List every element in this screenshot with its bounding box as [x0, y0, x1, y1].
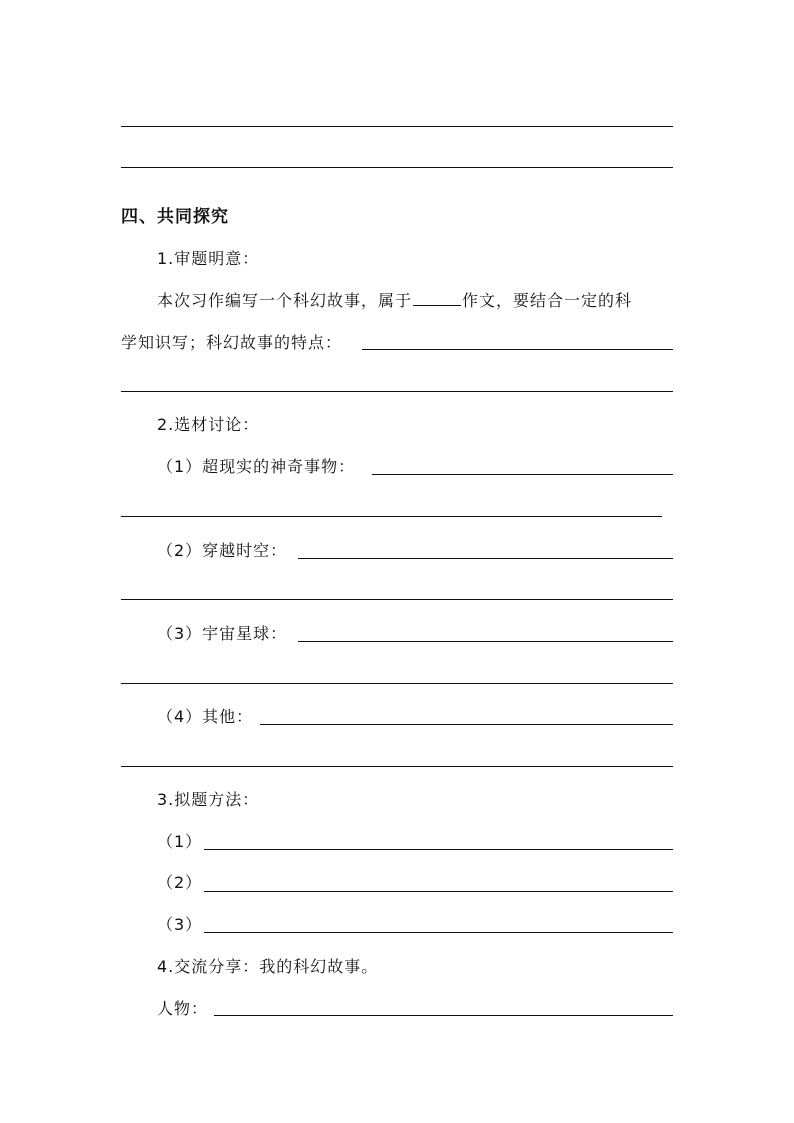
- answer-line[interactable]: [204, 849, 673, 850]
- q2-item-2: （2）穿越时空：: [157, 541, 288, 560]
- character-label: 人物：: [157, 999, 209, 1018]
- answer-line[interactable]: [204, 891, 673, 892]
- q1-line2: 学知识写；科幻故事的特点：: [121, 333, 343, 352]
- q1-line1-after: 作文，要结合一定的科: [462, 291, 633, 310]
- answer-line[interactable]: [121, 599, 673, 600]
- answer-line[interactable]: [204, 932, 673, 933]
- q1-line1-before: 本次习作编写一个科幻故事，属于: [157, 291, 413, 310]
- answer-line[interactable]: [372, 474, 673, 475]
- q4-title: 4.交流分享：我的科幻故事。: [157, 957, 379, 976]
- answer-line[interactable]: [121, 391, 673, 392]
- q1-title: 1.审题明意：: [157, 249, 260, 268]
- answer-line[interactable]: [260, 724, 673, 725]
- answer-line[interactable]: [121, 167, 673, 168]
- answer-line[interactable]: [121, 516, 662, 517]
- q2-title: 2.选材讨论：: [157, 415, 260, 434]
- answer-line[interactable]: [121, 683, 673, 684]
- section-title: 四、共同探究: [121, 207, 229, 227]
- q2-item-4: （4）其他：: [157, 707, 254, 726]
- answer-line[interactable]: [121, 126, 673, 127]
- answer-line[interactable]: [121, 766, 673, 767]
- answer-line[interactable]: [362, 349, 673, 350]
- answer-line[interactable]: [298, 558, 673, 559]
- answer-line[interactable]: [214, 1015, 673, 1016]
- q3-item-1: （1）: [157, 832, 203, 851]
- q2-item-1: （1）超现实的神奇事物：: [157, 457, 356, 476]
- q1-line1: [157, 290, 632, 312]
- q3-item-3: （3）: [157, 915, 203, 934]
- genre-blank[interactable]: [413, 291, 461, 306]
- answer-line[interactable]: [298, 641, 673, 642]
- q3-item-2: （2）: [157, 873, 203, 892]
- q3-title: 3.拟题方法：: [157, 790, 260, 809]
- q2-item-3: （3）宇宙星球：: [157, 624, 288, 643]
